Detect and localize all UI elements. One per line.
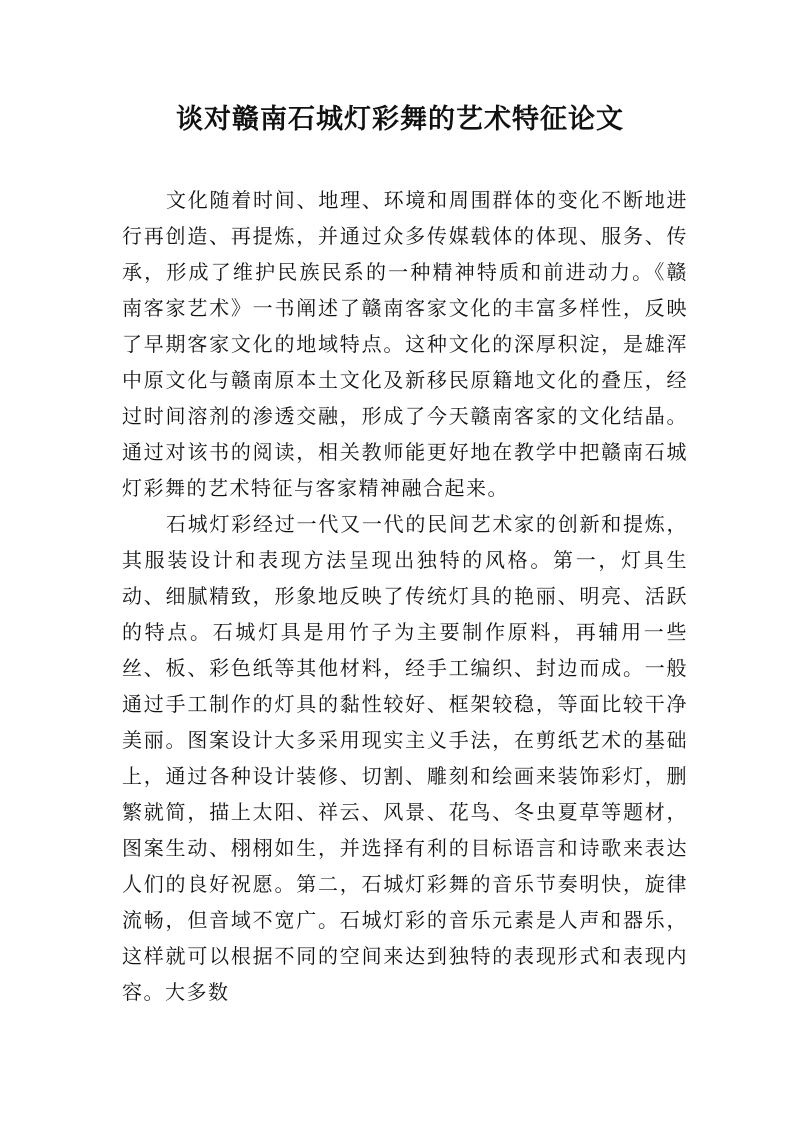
paragraph-2: 石城灯彩经过一代又一代的民间艺术家的创新和提炼，其服装设计和表现方法呈现出独特的风格。第一，灯具生动、细腻精致，形象地反映了传统灯具的艳丽、明亮、活跃的特点。石城灯具是用竹子为主要制作原料，再辅用一些丝、板、彩色纸等其他材料，经手工编织、封边而成。一般通过手工制作的灯具的黏性较好、框架较稳，等面比较干净美丽。图案设计大多采用现实主义手法，在剪纸艺术的基础上，通过各种设计装修、切割、雕刻和绘画来装饰彩灯，删繁就简，描上太阳、祥云、风景、花鸟、冬虫夏草等题材，图案生动、栩栩如生，并选择有利的目标语言和诗歌来表达人们的良好祝愿。第二，石城灯彩舞的音乐节奏明快，旋律流畅，但音域不宽广。石城灯彩的音乐元素是人声和器乐，这样就可以根据不同的空间来达到独特的表现形式和表现内容。大多数 — [122, 512, 688, 1004]
document-body — [122, 182, 688, 1010]
document-title: 谈对赣南石城灯彩舞的艺术特征论文 — [176, 104, 624, 135]
paragraph-1: 文化随着时间、地理、环境和周围群体的变化不断地进行再创造、再提炼，并通过众多传媒载体的体现、服务、传承，形成了维护民族民系的一种精神特质和前进动力。《赣南客家艺术》一书阐述了赣南客家文化的丰富多样性，反映了早期客家文化的地域特点。这种文化的深厚积淀，是雄浑中原文化与赣南原本土文化及新移民原籍地文化的叠压，经过时间溶剂的渗透交融，形成了今天赣南客家的文化结晶。通过对该书的阅读，相关教师能更好地在教学中把赣南石城灯彩舞的艺术特征与客家精神融合起来。 — [122, 188, 688, 500]
